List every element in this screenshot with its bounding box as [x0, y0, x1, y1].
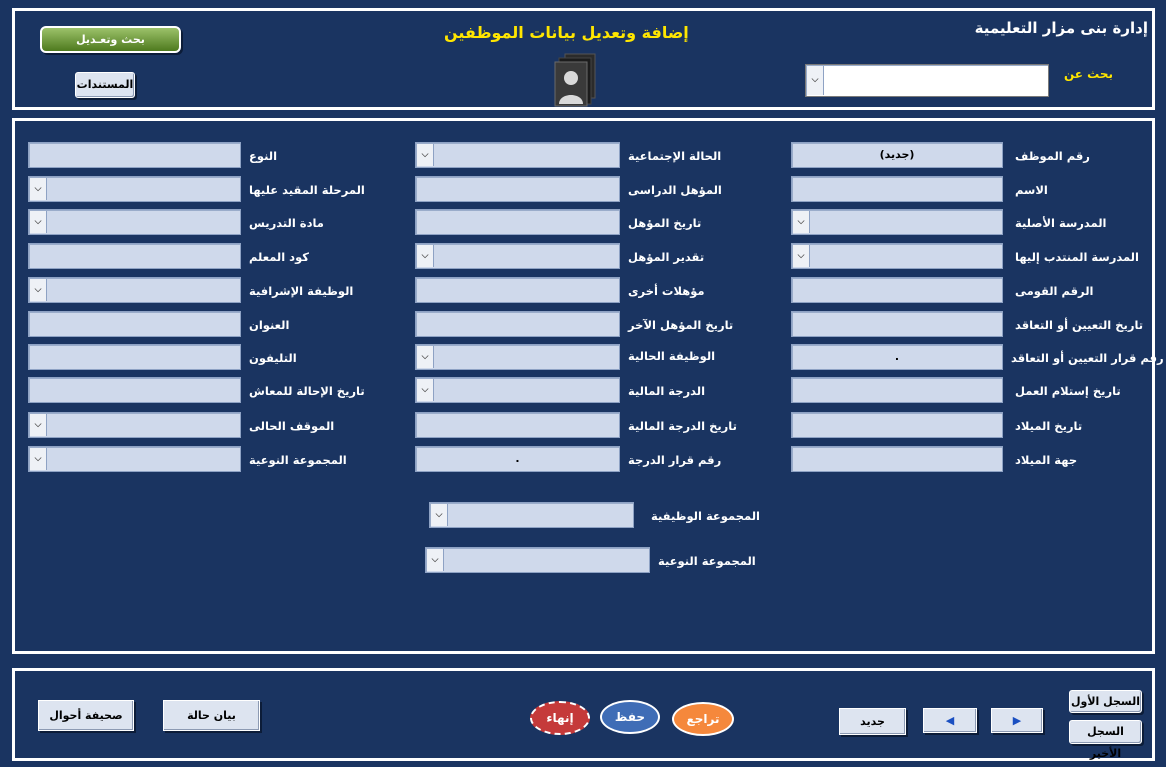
current-job-label: الوظيفة الحالية	[628, 349, 716, 363]
birth-date-label: تاريخ الميلاد	[1015, 419, 1083, 433]
chevron-down-icon[interactable]: ⌵	[30, 414, 47, 436]
current-status-combobox[interactable]	[28, 412, 241, 438]
arrow-left-icon: ◀	[945, 714, 955, 727]
work-start-date-field[interactable]	[791, 377, 1003, 403]
phone-field[interactable]	[28, 344, 241, 370]
undo-button[interactable]: تراجع	[672, 702, 734, 736]
job-group-label: المجموعة الوظيفية	[651, 509, 760, 523]
job-group-combobox[interactable]	[429, 502, 634, 528]
type-group-label: المجموعة النوعية	[658, 554, 756, 568]
qualification-grade-label: تقدير المؤهل	[628, 250, 705, 264]
prev-record-button[interactable]	[923, 708, 977, 733]
search-edit-button[interactable]: بحث وتعـديل	[40, 26, 181, 53]
chevron-down-icon[interactable]: ⌵	[417, 245, 434, 267]
chevron-down-icon[interactable]: ⌵	[417, 346, 434, 368]
supervisory-job-combobox[interactable]	[28, 277, 241, 303]
last-qualification-date-label: تاريخ المؤهل الآخر	[628, 318, 734, 332]
financial-grade-combobox[interactable]	[415, 377, 620, 403]
employee-folder-icon	[551, 52, 599, 108]
chevron-down-icon[interactable]: ⌵	[793, 211, 810, 233]
other-qualifications-label: مؤهلات أخرى	[628, 284, 705, 298]
grade-decision-no-label: رقم قرار الدرجة	[628, 453, 722, 467]
marital-status-label: الحالة الإجتماعية	[628, 149, 722, 163]
appointment-date-field[interactable]	[791, 311, 1003, 337]
appointment-decision-field[interactable]: .	[791, 344, 1003, 370]
chevron-down-icon[interactable]: ⌵	[793, 245, 810, 267]
national-id-label: الرقم القومى	[1015, 284, 1094, 298]
status-statement-button[interactable]: بيان حالة	[163, 700, 260, 731]
financial-grade-date-field[interactable]	[415, 412, 620, 438]
search-label: بحث عن	[1063, 67, 1113, 81]
retirement-date-field[interactable]	[28, 377, 241, 403]
financial-grade-label: الدرجة المالية	[628, 384, 706, 398]
address-label: العنوان	[249, 318, 290, 332]
qualification-grade-combobox[interactable]	[415, 243, 620, 269]
national-id-field[interactable]	[791, 277, 1003, 303]
first-record-button[interactable]: السجل الأول	[1069, 690, 1142, 713]
chevron-down-icon[interactable]: ⌵	[427, 549, 444, 571]
subject-combobox[interactable]	[28, 209, 241, 235]
chevron-down-icon[interactable]: ⌵	[30, 211, 47, 233]
current-job-combobox[interactable]	[415, 344, 620, 370]
address-field[interactable]	[28, 311, 241, 337]
type-group-combobox[interactable]	[425, 547, 650, 573]
current-status-label: الموقف الحالى	[249, 419, 335, 433]
subject-label: مادة التدريس	[249, 216, 324, 230]
original-school-label: المدرسة الأصلية	[1015, 216, 1107, 230]
chevron-down-icon[interactable]: ⌵	[30, 448, 47, 470]
appointment-decision-label: رقم قرار التعيين أو التعاقد	[1011, 351, 1164, 365]
status-sheet-button[interactable]: صحيفة أحوال	[38, 700, 134, 731]
teacher-code-label: كود المعلم	[249, 250, 309, 264]
last-qualification-date-field[interactable]	[415, 311, 620, 337]
qualification-field[interactable]	[415, 176, 620, 202]
next-record-button[interactable]	[991, 708, 1043, 733]
name-field[interactable]	[791, 176, 1003, 202]
retirement-date-label: تاريخ الإحالة للمعاش	[249, 384, 365, 398]
chevron-down-icon[interactable]: ⌵	[431, 504, 448, 526]
employee-no-field[interactable]: (جديد)	[791, 142, 1003, 168]
employee-no-label: رقم الموظف	[1015, 149, 1090, 163]
appointment-date-label: تاريخ التعيين أو التعاقد	[1015, 318, 1144, 332]
documents-button[interactable]: المستندات	[75, 72, 135, 98]
stage-combobox[interactable]	[28, 176, 241, 202]
birth-place-field[interactable]	[791, 446, 1003, 472]
gender-label: النوع	[249, 149, 278, 163]
qualification-label: المؤهل الدراسى	[628, 183, 722, 197]
gender-field[interactable]	[28, 142, 241, 168]
financial-grade-date-label: تاريخ الدرجة المالية	[628, 419, 737, 433]
birth-place-label: جهة الميلاد	[1015, 453, 1078, 467]
phone-label: التليفون	[249, 351, 297, 365]
chevron-down-icon[interactable]: ⌵	[807, 66, 824, 95]
search-combobox[interactable]	[805, 64, 1049, 97]
org-title: إدارة بنى مزار التعليمية	[974, 19, 1148, 37]
chevron-down-icon[interactable]: ⌵	[417, 379, 434, 401]
qualification-date-field[interactable]	[415, 209, 620, 235]
delegated-school-label: المدرسة المنتدب إليها	[1015, 250, 1139, 264]
grade-decision-no-field[interactable]: .	[415, 446, 620, 472]
form-title: إضافة وتعديل بيانات الموظفين	[444, 23, 689, 42]
teacher-code-field[interactable]	[28, 243, 241, 269]
exit-button[interactable]: إنهاء	[530, 701, 590, 735]
last-record-button[interactable]: السجل الأخير	[1069, 720, 1142, 744]
delegated-school-combobox[interactable]	[791, 243, 1003, 269]
new-record-button[interactable]: جديد	[839, 708, 906, 735]
marital-status-combobox[interactable]	[415, 142, 620, 168]
other-qualifications-field[interactable]	[415, 277, 620, 303]
work-start-date-label: تاريخ إستلام العمل	[1015, 384, 1121, 398]
birth-date-field[interactable]	[791, 412, 1003, 438]
type-group-left-combobox[interactable]	[28, 446, 241, 472]
stage-label: المرحلة المقيد عليها	[249, 183, 365, 197]
type-group-left-label: المجموعة النوعية	[249, 453, 347, 467]
chevron-down-icon[interactable]: ⌵	[30, 279, 47, 301]
save-button[interactable]: حفظ	[600, 700, 660, 734]
original-school-combobox[interactable]	[791, 209, 1003, 235]
chevron-down-icon[interactable]: ⌵	[417, 144, 434, 166]
arrow-right-icon: ▶	[1012, 714, 1022, 727]
qualification-date-label: تاريخ المؤهل	[628, 216, 702, 230]
supervisory-job-label: الوظيفة الإشرافية	[249, 284, 354, 298]
name-label: الاسم	[1015, 183, 1048, 197]
chevron-down-icon[interactable]: ⌵	[30, 178, 47, 200]
